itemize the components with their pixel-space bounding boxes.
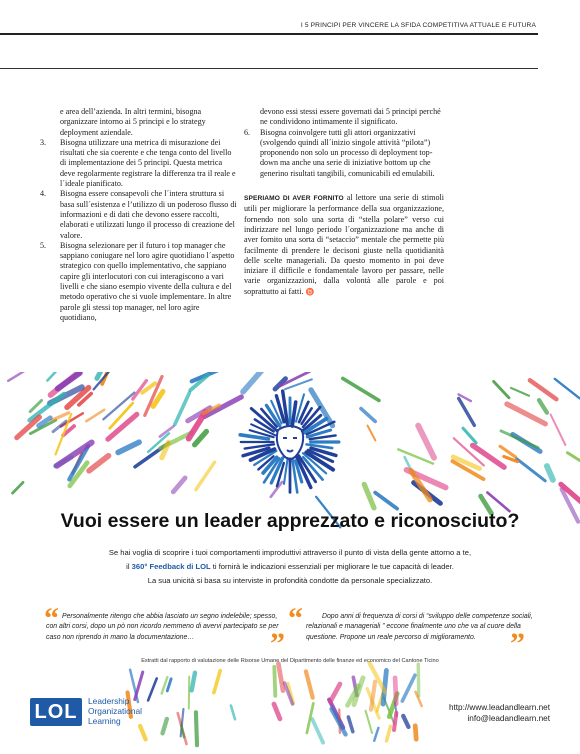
brushstroke — [243, 372, 265, 392]
brushstroke — [214, 671, 220, 693]
testimonial-1: Personalmente ritengo che abbia lasciato un segno indelebile; spesso, con altri corsi, dopo un pò non ricordo nemmeno di avervi partecipato se per caso non riprendo in mano la documentazione… — [46, 613, 279, 641]
article-column-left — [38, 107, 238, 323]
lion-mane-stroke — [284, 458, 288, 484]
brushstroke — [387, 726, 391, 741]
brushstroke — [167, 679, 171, 691]
brushstroke — [473, 445, 504, 467]
brushstroke — [196, 712, 197, 745]
ad-subline-2-pre: il — [126, 562, 132, 571]
list-item — [38, 241, 238, 323]
brushstroke — [507, 404, 545, 424]
right-intro-text: devono essi stessi essere governati dai 5 principi perché ne condividono intimamente il significato. — [260, 107, 441, 127]
brushstroke — [547, 466, 553, 480]
lion-face — [277, 426, 303, 459]
brushstroke — [274, 704, 280, 719]
close-quote-icon: ” — [270, 627, 285, 660]
brushstroke — [500, 446, 515, 457]
brushstroke — [140, 726, 145, 739]
brushstroke — [394, 713, 396, 730]
advertisement — [0, 372, 580, 754]
closing-paragraph — [244, 193, 444, 297]
left-intro-text: e area dell’azienda. In altri termini, bisogna organizzare intorno ai 5 principi e lo strategy deployment aziendale. — [60, 107, 206, 137]
brushstroke — [418, 426, 434, 458]
close-quote-icon: ” — [510, 627, 525, 660]
list-item — [38, 138, 238, 189]
brushstroke — [463, 428, 476, 443]
list-text: Bisogna selezionare per il futuro i top manager che sappiano coniugare nel loro agire quotidiano l´aspetto strategico con quello implementativo, che sappiano capire gli interlocutori con cui interagiscono a vari livelli e che siano esempio vivente della cultura e del metodo operativo che si vuole implementare. In altre parole gli stessi top manager, nel loro agire quotidiano, — [60, 240, 235, 322]
brushstroke — [348, 717, 352, 732]
list-text: Bisogna essere consapevoli che l´intera struttura si basa sull´esistenza e l’utilizzo di un poderoso flusso di informazioni e di dati che devono essere raccolti, elaborati e utilizzati lungo il processo di creazione del valore. — [60, 189, 237, 240]
ad-subline-2 — [0, 562, 580, 571]
list-item — [38, 189, 238, 240]
brushstroke — [306, 671, 313, 697]
ad-headline: Vuoi essere un leader apprezzato e riconosciuto? — [60, 510, 520, 532]
list-number: 5. — [40, 240, 47, 250]
email-link[interactable]: info@leadandlearn.net — [467, 714, 550, 723]
brushstroke — [374, 728, 378, 741]
website-link[interactable]: http://www.leadandlearn.net — [448, 703, 550, 712]
open-quote-icon: “ — [44, 602, 59, 635]
list-item — [244, 128, 444, 179]
lol-logo: LOL — [30, 698, 82, 726]
brushstroke — [459, 398, 475, 425]
brushstroke — [135, 672, 143, 699]
brushstroke — [278, 664, 283, 691]
list-text: Bisogna utilizzare una metrica di misurazione dei risultati che sia coerente e che tenga conto del livello di implementazione dei 5 principi. Questa metrica deve regolarmente registrare la differenza tra il reale e l´ideale pianificato. — [60, 137, 236, 189]
brushstroke — [231, 706, 235, 720]
product-name: 360° Feedback di LOL — [131, 562, 211, 571]
brushstroke — [555, 379, 580, 398]
brushstroke — [395, 678, 396, 704]
brushstroke — [173, 478, 185, 492]
end-mark-icon: ♉ — [305, 287, 315, 296]
brushstroke — [418, 664, 419, 696]
brushstroke — [494, 381, 509, 397]
brushstroke — [375, 493, 397, 509]
brushstroke — [312, 719, 323, 742]
brushstroke — [13, 482, 24, 493]
logo-wordmark — [88, 697, 142, 726]
brushstroke — [8, 372, 34, 381]
brushstroke — [530, 380, 556, 399]
brushstroke — [501, 431, 538, 448]
brushstroke — [195, 432, 207, 445]
brushstroke — [192, 673, 195, 691]
list-text: Bisogna coinvolgere tutti gli attori organizzativi (svolgendo quindi all´inizio singole attività “pilota”) proponendo non solo un processo di deployment top-down ma anche una serie di iniziative bottom up che generino risultati tangibili, comunicabili ed emulabili. — [260, 127, 435, 178]
testimonial-source: Estratti dal rapporto di valutazione delle Risorse Umane del Dipartimento delle finanze ed economico del Cantone Ticino — [141, 658, 439, 664]
ad-subline-2-post: ti fornirà le indicazioni essenziali per migliorare le tue capacità di leader. — [210, 562, 454, 571]
brushstroke — [361, 409, 375, 422]
brushstroke — [196, 462, 215, 489]
logo-word: Organizational — [88, 705, 143, 716]
logo-word: Leadership — [88, 696, 130, 706]
closing-text: al lettore una serie di stimoli utili per migliorare la performance della sua organizzazione, fornendo non solo una sorta di “stella polare” verso cui indirizzare nel lungo periodo l´organizzazione ma anche di aver fornito una sorta di “setaccio” mentale che permette più facilmente di prendere le decisoni giuste nella quotidianità delle scelte manageriali. Da questo momento in poi deve iniziare il difficile e fondamentale lavoro per passare, nelle varie organizzazioni, dalla volontà alle parole e poi soprattutto ai fatti. — [244, 193, 445, 296]
brushstroke — [330, 684, 340, 702]
testimonial-2: Dopo anni di frequenza di corsi di “sviluppo delle competenze sociali, relazionali e manageriali ” eccone finalmente uno che va al cuore della questione. Propone un reale percorso di miglioramento. — [306, 613, 533, 641]
top-rule — [0, 33, 538, 35]
brushstroke — [364, 484, 374, 508]
brushstroke — [517, 459, 546, 481]
list-number: 3. — [40, 137, 47, 147]
brushstroke — [148, 678, 157, 700]
brushstroke — [118, 442, 139, 452]
brushstroke — [58, 373, 80, 389]
brushstroke — [403, 716, 408, 727]
brushstroke — [370, 663, 385, 692]
open-quote-icon: “ — [288, 602, 303, 635]
logo-word: Learning — [88, 715, 121, 726]
brushstroke — [567, 453, 580, 464]
brushstroke — [89, 456, 108, 471]
brushstroke — [402, 675, 415, 701]
brushstroke — [163, 719, 167, 733]
brushstroke — [367, 426, 375, 441]
ad-subline-1: Se hai voglia di scoprire i tuoi comportamenti improduttivi attraverso il punto di vista della gente attorno a te, — [108, 548, 472, 557]
brushstroke — [366, 711, 372, 733]
ad-subline-3: La sua unicità si basa su interviste in profondità condotte da personale specializzato. — [147, 576, 433, 585]
article-column-right — [244, 107, 444, 297]
brushstroke — [551, 414, 566, 445]
running-head: I 5 PRINCIPI PER VINCERE LA SFIDA COMPETITIVA ATTUALE E FUTURA — [300, 22, 536, 29]
list-number: 6. — [244, 127, 251, 137]
brushstroke — [343, 378, 379, 400]
brushstroke — [415, 726, 416, 739]
closing-lead: SPERIAMO DI AVER FORNITO — [244, 195, 344, 203]
section-rule — [0, 68, 538, 69]
brushstroke — [274, 667, 275, 696]
brushstroke — [511, 388, 529, 396]
lion-mane-stroke — [292, 402, 295, 426]
contact-block — [449, 702, 550, 724]
list-number: 4. — [40, 189, 47, 199]
brushstroke — [52, 413, 69, 420]
brushstroke — [56, 414, 72, 455]
brushstroke — [539, 400, 547, 412]
brushstroke — [86, 410, 104, 421]
